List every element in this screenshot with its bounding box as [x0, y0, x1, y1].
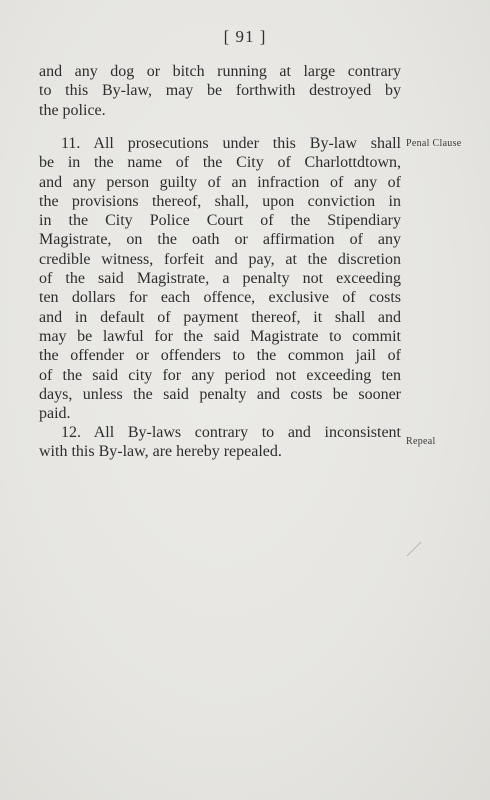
- text-line: to this By-law, may be forthwith destroyed by: [39, 82, 401, 100]
- text-line: of the said Magistrate, a penalty not exceeding: [39, 270, 401, 288]
- text-line: the police.: [39, 101, 106, 119]
- text-line: with this By-law, are hereby repealed.: [39, 443, 282, 461]
- paragraph-12: [39, 423, 401, 462]
- margin-note-penal-clause: Penal Clause: [406, 138, 462, 149]
- text-line: in the City Police Court of the Stipendiary: [39, 212, 401, 230]
- paragraph-11: [39, 134, 401, 423]
- text-line: days, unless the said penalty and costs be sooner: [39, 385, 401, 403]
- paragraph-continued: [39, 62, 401, 120]
- text-line: 11. All prosecutions under this By-law shall: [61, 135, 401, 152]
- text-line: may be lawful for the said Magistrate to commit: [39, 327, 401, 345]
- text-line: ten dollars for each offence, exclusive of costs: [39, 289, 401, 307]
- paper-blemish: [405, 540, 423, 558]
- text-line: and any person guilty of an infraction of any of: [39, 173, 401, 191]
- text-line: be in the name of the City of Charlottdtown,: [39, 154, 401, 172]
- text-line: Magistrate, on the oath or affirmation of any: [39, 231, 401, 249]
- text-line: and any dog or bitch running at large contrary: [39, 63, 401, 80]
- text-line: and in default of payment thereof, it shall and: [39, 308, 401, 326]
- text-line: credible witness, forfeit and pay, at the discretion: [39, 250, 401, 268]
- margin-note-repeal: Repeal: [406, 436, 436, 447]
- text-line: 12. All By-laws contrary to and inconsistent: [61, 424, 401, 441]
- text-line: paid.: [39, 405, 71, 423]
- text-line: the provisions thereof, shall, upon conviction in: [39, 192, 401, 210]
- text-line: the offender or offenders to the common jail of: [39, 347, 401, 365]
- page-number: [ 91 ]: [223, 27, 267, 46]
- text-line: of the said city for any period not exceeding ten: [39, 366, 401, 384]
